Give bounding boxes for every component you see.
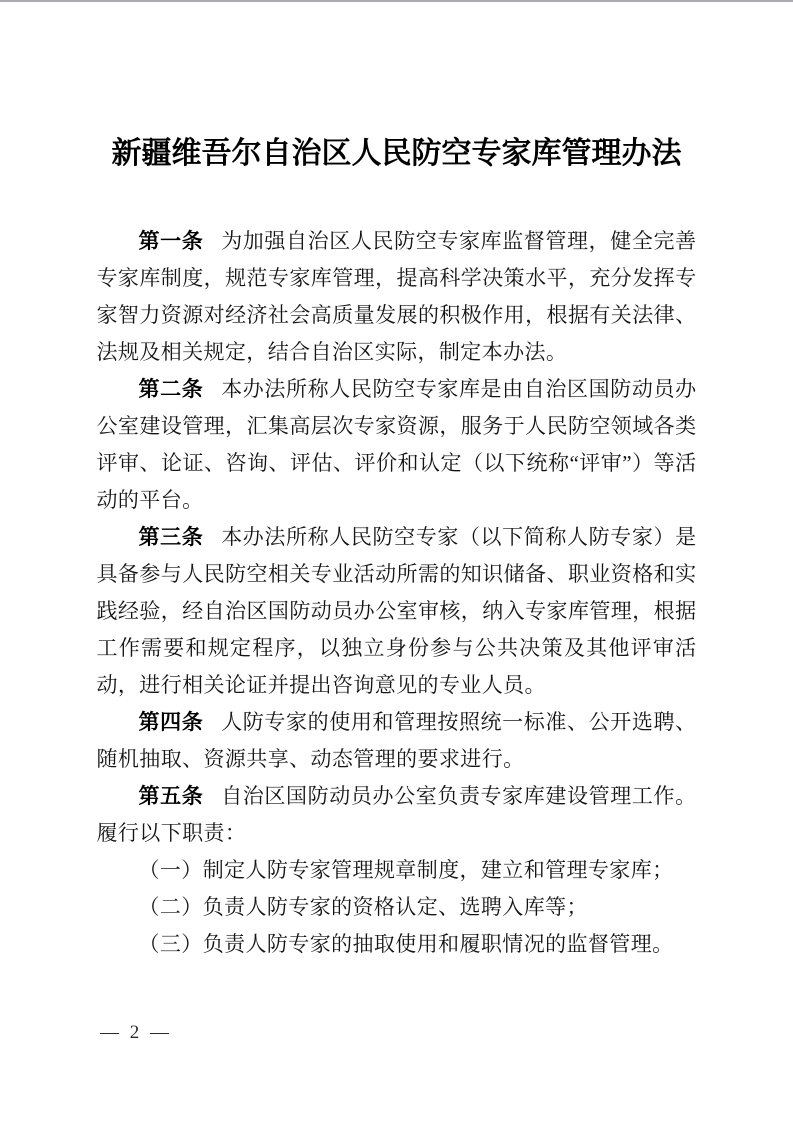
document-body <box>97 223 697 963</box>
article-paragraph-4 <box>97 704 697 778</box>
duty-item-3: （三）负责人防专家的抽取使用和履职情况的监督管理。 <box>138 932 674 956</box>
duty-item-1: （一）制定人防专家管理规章制度，建立和管理专家库； <box>138 858 674 882</box>
article-1-label: 第一条 <box>138 229 204 253</box>
article-4-text: 人防专家的使用和管理按照统一标准、公开选聘、随机抽取、资源共享、动态管理的要求进行。 <box>96 710 697 771</box>
page-number: — 2 — <box>100 1022 172 1043</box>
article-paragraph-3 <box>97 519 697 704</box>
article-5-label: 第五条 <box>138 784 204 808</box>
article-paragraph-5 <box>97 778 697 852</box>
article-paragraph-2 <box>97 371 697 519</box>
article-paragraph-1 <box>97 223 697 371</box>
article-5-text: 自治区国防动员办公室负责专家库建设管理工作。履行以下职责： <box>96 784 697 845</box>
article-2-label: 第二条 <box>138 377 204 401</box>
article-1-text: 为加强自治区人民防空专家库监督管理，健全完善专家库制度，规范专家库管理，提高科学决策水平，充分发挥专家智力资源对经济社会高质量发展的积极作用，根据有关法律、法规及相关规定，结合自治区实际，制定本办法。 <box>96 229 697 364</box>
article-2-text: 本办法所称人民防空专家库是由自治区国防动员办公室建设管理，汇集高层次专家资源，服务于人民防空领域各类评审、论证、咨询、评估、评价和认定（以下统称“评审”）等活动的平台。 <box>96 377 697 512</box>
document-title: 新疆维吾尔自治区人民防空专家库管理办法 <box>111 137 682 170</box>
scan-edge-line <box>0 0 793 2</box>
duty-item-2: （二）负责人防专家的资格认定、选聘入库等； <box>138 895 588 919</box>
article-3-label: 第三条 <box>138 525 204 549</box>
article-3-text: 本办法所称人民防空专家（以下简称人防专家）是具备参与人民防空相关专业活动所需的知识储备、职业资格和实践经验，经自治区国防动员办公室审核，纳入专家库管理，根据工作需要和规定程序，以独立身份参与公共决策及其他评审活动，进行相关论证并提出咨询意见的专业人员。 <box>96 525 697 697</box>
article-4-label: 第四条 <box>138 710 204 734</box>
